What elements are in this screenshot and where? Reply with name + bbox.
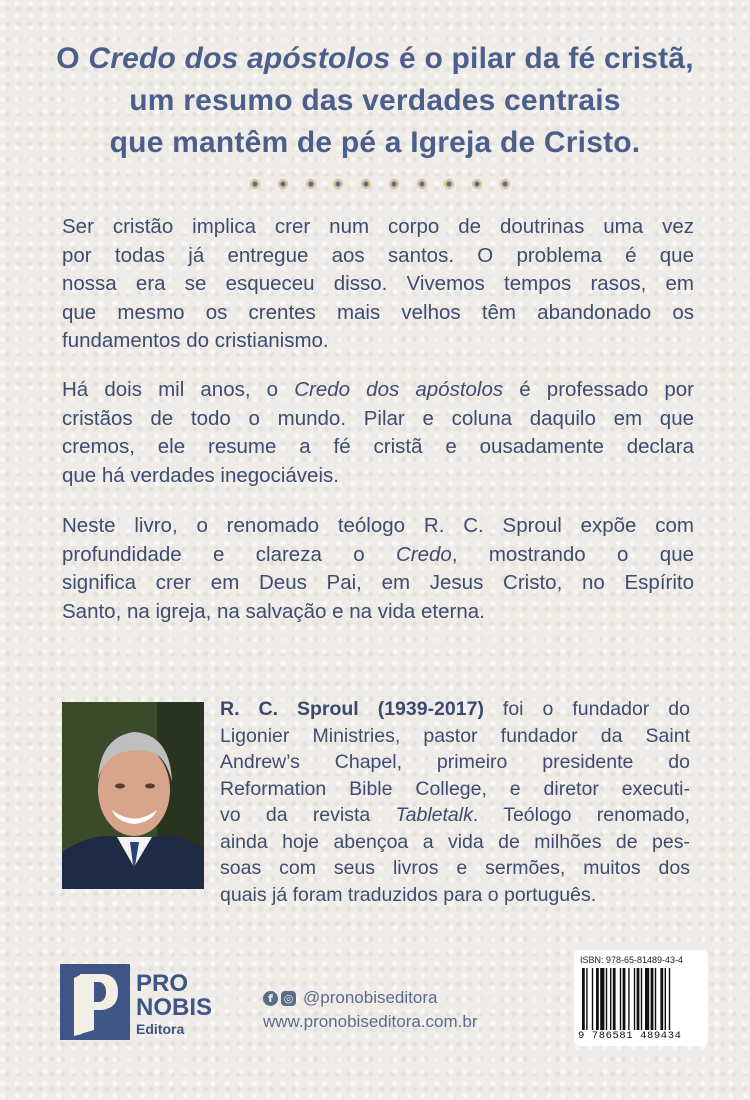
barcode-bar — [669, 968, 670, 1030]
ornament-dot — [417, 179, 427, 189]
isbn-barcode-box — [574, 950, 708, 1046]
paragraph-line: que mesmo os crentes mais velhos têm abandonado os — [62, 300, 694, 324]
isbn-label: ISBN: 978-65-81489-43-4 — [580, 955, 684, 965]
facebook-icon: f — [263, 991, 278, 1006]
ornament-dot — [361, 179, 371, 189]
bio-text: foi o fundador do — [483, 698, 690, 720]
paragraph-text: Há dois mil anos, o — [62, 378, 295, 401]
ornament-dot — [472, 179, 482, 189]
logo-text-nobis: NOBIS — [136, 994, 213, 1021]
barcode-bar — [665, 968, 666, 1030]
author-portrait-illustration — [62, 702, 204, 889]
paragraph-line: significa crer em Deus Pai, em Jesus Cristo, no Espírito — [62, 571, 694, 594]
paragraph-1 — [62, 213, 694, 356]
barcode-bar — [645, 968, 649, 1030]
publisher-website: www.pronobiseditora.com.br — [263, 1012, 478, 1031]
barcode-bar — [651, 968, 654, 1030]
paragraph-line — [62, 541, 694, 570]
paragraph-3 — [62, 512, 694, 626]
ornament-dot — [500, 179, 510, 189]
logo-emblem — [60, 964, 130, 1040]
headline-line-2: um resumo das verdades centrais — [129, 84, 621, 117]
social-handle-row — [263, 988, 437, 1008]
barcode-bar — [623, 968, 626, 1030]
author-name: R. C. Sproul (1939-2017) — [220, 698, 484, 720]
barcode-bar — [613, 968, 616, 1030]
ornament-dot — [306, 179, 316, 189]
paragraph-line: por todas já entregue aos santos. O problema é que — [62, 243, 694, 267]
barcode-bars — [582, 968, 700, 1030]
headline-text: O — [56, 42, 89, 75]
bio-line: Andrew’s Chapel, primeiro presidente do — [220, 751, 690, 773]
ornament-dot — [250, 179, 260, 189]
barcode-bar — [641, 968, 642, 1030]
bio-text: . Teólogo renomado, — [472, 804, 690, 826]
ornament-dot — [333, 179, 343, 189]
bio-text: vo da revista — [220, 804, 396, 826]
bio-line: Reformation Bible College, e diretor executi- — [220, 777, 690, 800]
author-bio — [220, 696, 690, 908]
instagram-icon: ◎ — [281, 991, 296, 1006]
bio-line — [220, 696, 690, 723]
headline-book-title: Credo dos apóstolos — [88, 42, 391, 75]
paragraph-line — [62, 376, 694, 405]
book-title-italic: Credo — [395, 542, 452, 566]
ornament-dot — [278, 179, 288, 189]
paragraph-line: cristãos de todo o mundo. Pilar e coluna daquilo em que — [62, 406, 694, 430]
headline-text: é o pilar da fé cristã, — [390, 42, 694, 75]
logo-text-pro: PRO — [136, 970, 189, 997]
paragraph-text: é professado por — [503, 378, 694, 401]
headline — [40, 38, 710, 164]
barcode-bar — [600, 968, 604, 1030]
bio-line: quais já foram traduzidos para o português. — [220, 883, 597, 906]
paragraph-text: profundidade e clareza o — [62, 542, 396, 566]
barcode-bar — [596, 968, 599, 1030]
ornament-dot — [444, 179, 454, 189]
publisher-logo — [60, 964, 225, 1040]
barcode-bar — [655, 968, 656, 1030]
paragraph-line: Ser cristão implica crer num corpo de doutrinas uma vez — [62, 215, 694, 238]
ornament-dot — [389, 179, 399, 189]
bio-line: soas com seus livros e sermões, muitos dos — [220, 857, 690, 879]
logo-text-editora: Editora — [136, 1021, 185, 1037]
barcode-bar — [606, 968, 607, 1030]
barcode-bar — [592, 968, 593, 1030]
book-title-italic: Credo dos apóstolos — [294, 378, 504, 401]
headline-line-3: que mantêm de pé a Igreja de Cristo. — [109, 126, 641, 159]
paragraph-line: Neste livro, o renomado teólogo R. C. Sproul expõe com — [62, 514, 694, 537]
magazine-title-italic: Tabletalk — [395, 804, 473, 826]
barcode-number: 9 786581 489434 — [578, 1030, 682, 1042]
barcode-bar — [637, 968, 640, 1030]
barcode-bar — [634, 968, 635, 1030]
paragraph-line: fundamentos do cristianismo. — [62, 329, 329, 352]
author-photo — [62, 702, 204, 889]
bio-line — [220, 802, 690, 829]
barcode-bar — [620, 968, 621, 1030]
headline-line-1 — [40, 38, 710, 80]
ornament-divider — [250, 176, 510, 192]
paragraph-text: , mostrando o que — [451, 542, 695, 566]
barcode-bar — [586, 968, 587, 1030]
barcode-bar — [610, 968, 611, 1030]
barcode-bar — [582, 968, 585, 1030]
paragraph-line: Santo, na igreja, na salvação e na vida eterna. — [62, 599, 485, 623]
paragraph-line: nossa era se esqueceu disso. Vivemos tempos rasos, em — [62, 272, 694, 295]
social-handle: @pronobiseditora — [303, 988, 438, 1007]
paragraph-2 — [62, 376, 694, 490]
bio-line: ainda hoje abençoa a vida de milhões de pes- — [220, 830, 690, 853]
barcode-bar — [660, 968, 663, 1030]
letter-p-emblem-icon — [60, 964, 130, 1040]
paragraph-line: cremos, ele resume a fé cristã e ousadamente declara — [62, 435, 694, 458]
barcode-bar — [628, 968, 629, 1030]
bio-line: Ligonier Ministries, pastor fundador da Saint — [220, 724, 690, 747]
paragraph-line: que há verdades inegociáveis. — [62, 463, 339, 487]
